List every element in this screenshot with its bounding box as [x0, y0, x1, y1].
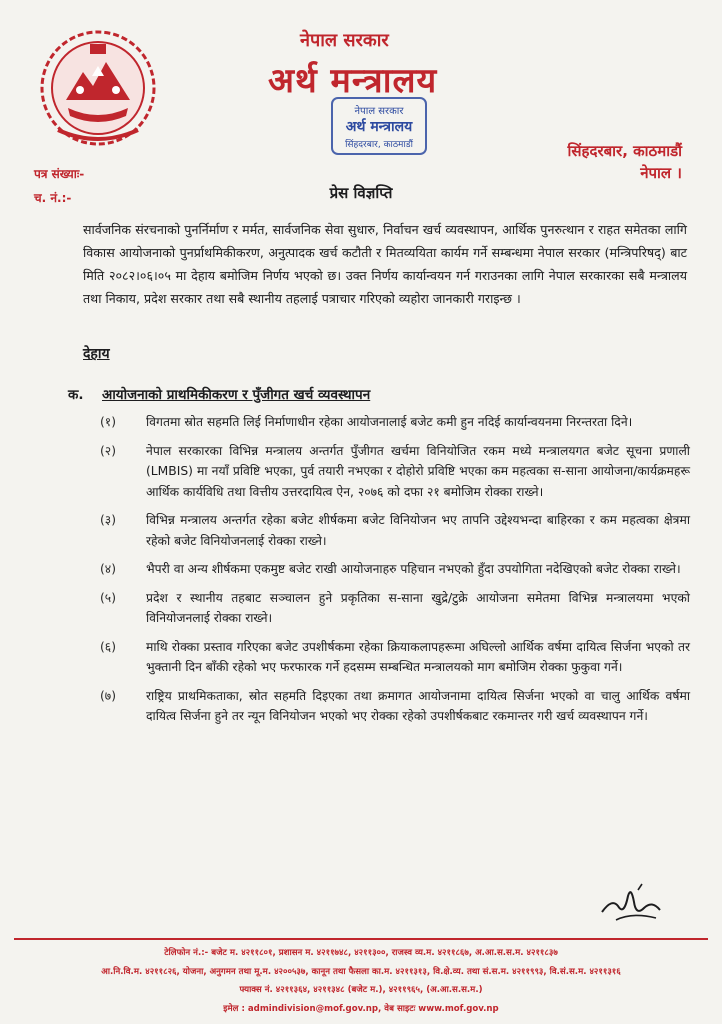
address-line-2: नेपाल । [640, 164, 682, 182]
item-number: (७) [100, 688, 116, 703]
item-number: (५) [100, 590, 116, 605]
item-number: (३) [100, 513, 116, 527]
item-number: (२) [100, 443, 116, 458]
dispatch-number-label: च. नं.:- [34, 191, 72, 205]
office-address [568, 140, 682, 184]
item-text: माथि रोक्का प्रस्ताव गरिएका बजेट उपशीर्षकमा रहेका क्रियाकलापहरूमा अघिल्लो आर्थिक वर्षमा दायित्व सिर्जना भएको तर भुक्तानी दिन बाँकी रहेको भए फरफारक गर्ने हदसम्म सम्बन्धित मन्त्रालयको माग बमोजिम रोक्का फुकुवा गर्ने। [146, 639, 690, 674]
signature-mark [598, 882, 664, 930]
document-title: प्रेस विज्ञप्ति [329, 184, 393, 202]
list-item [100, 412, 690, 433]
item-text: विभिन्न मन्त्रालय अन्तर्गत रहेका बजेट शीर्षकमा बजेट विनियोजन भए तापनि उद्देश्यभन्दा बाहिरका र कम महत्वका क्षेत्रमा रहेको बजेट विनियोजनलाई रोक्का राख्ने। [146, 513, 690, 548]
item-text: नेपाल सरकारका विभिन्न मन्त्रालय अन्तर्गत पुँजीगत खर्चमा विनियोजित रकम मध्ये मन्त्रालयगत बजेट सूचना प्रणाली (LMBIS) मा नयाँ प्रविष्टि भएका, पुर्व तयारी नभएका र दोहोरो प्रविष्टि भएका कम महत्वका स-साना आयोजना/कार्यक्रमहरू आर्थिक कार्यविधि तथा वित्तीय उत्तरदायित्व ऐन, २०७६ को दफा २१ बमोजिम रोक्का राख्ने। [146, 443, 690, 499]
item-text: विगतमा स्रोत सहमति लिई निर्माणाधीन रहेका आयोजनालाई बजेट कमी हुन नदिई कार्यान्वयनमा निरन्तरता दिने। [146, 415, 633, 429]
ministry-stamp [330, 96, 428, 156]
footer-phone-line-2: आ.नि.वि.म. ४२११८२६, योजना, अनुगमन तथा मू.म. ४२००५३७, कानून तथा फैसला का.म. ४२११३१३, वि.क्षे.व्य. तथा सं.स.म. ४२११९९३, वि.सं.स.म. ४२११३१६ [101, 966, 621, 977]
footer-email-web-line: इमेल : admindivision@mof.gov.np, वेब साइटः www.mof.gov.np [223, 1003, 499, 1014]
list-item [100, 559, 690, 580]
item-number: (६) [100, 639, 116, 654]
item-number: (१) [100, 415, 116, 429]
stamp-line-1: नेपाल सरकार [354, 106, 404, 117]
list-item [100, 441, 690, 503]
stamp-line-3: सिंहदरबार, काठमाडौं [345, 140, 413, 150]
address-line-1: सिंहदरबार, काठमाडौं [567, 142, 682, 160]
section-heading [68, 385, 370, 403]
decision-list [100, 412, 690, 735]
item-number: (४) [100, 562, 116, 576]
list-item [100, 637, 690, 678]
dehaya-heading: देहाय [83, 346, 110, 362]
footer-phone-line: टेलिफोन नं.:- बजेट म. ४२११८०१, प्रशासन म. ४२११७४८, ४२११३००, राजस्व व्य.म. ४२११८६७, अ.आ.स.स.म. ४२११८३७ [164, 948, 558, 958]
intro-paragraph: सार्वजनिक संरचनाको पुनर्निर्माण र मर्मत, सार्वजनिक सेवा सुधारु, निर्वाचन खर्च व्यवस्थापन, आर्थिक पुनरुत्थान र राहत समेतका लागि विकास आयोजनाको पुनर्प्राथमिकीकरण, अनुत्पादक खर्च कटौती र मितव्ययिता कार्यम गर्ने सम्बन्धमा नेपाल सरकार (मन्त्रिपरिषद्) बाट मिति २०८२।०६।०५ मा देहाय बमोजिम निर्णय भएको छ। उक्त निर्णय कार्यान्वयन गर्न गराउनका लागि नेपाल सरकारका सबै मन्त्रालय तथा निकाय, प्रदेश सरकार तथा सबै स्थानीय तहलाई पत्राचार गरिएको व्यहोरा जानकारी गराइन्छ । [83, 222, 687, 306]
footer-divider [14, 938, 708, 940]
list-item [100, 686, 690, 727]
letter-number-label: पत्र संख्याः- [34, 167, 85, 181]
item-text: भैपरी वा अन्य शीर्षकमा एकमुष्ट बजेट राखी आयोजनाहरु पहिचान नभएको हुँदा उपयोगिता नदेखिएको बजेट रोक्का राख्ने। [146, 562, 681, 576]
stamp-line-2: अर्थ मन्त्रालय [345, 119, 413, 135]
footer-fax-line: फ्याक्स नं. ४२११३६४, ४२११३४८ (बजेट म.), ४२११९६५, (अ.आ.स.स.म.) [239, 985, 483, 995]
list-item [100, 510, 690, 551]
nepal-emblem-logo [38, 30, 158, 148]
section-letter: क. [68, 387, 84, 403]
section-title: आयोजनाको प्राथमिकीकरण र पुँजीगत खर्च व्यवस्थापन [102, 387, 371, 403]
item-text: प्रदेश र स्थानीय तहबाट सञ्चालन हुने प्रकृतिका स-साना खुद्रे/टुक्रे आयोजना समेतमा विभिन्न मन्त्रालयमा भएको विनियोजनलाई रोक्का राख्ने। [146, 590, 690, 625]
list-item [100, 588, 690, 629]
government-name: नेपाल सरकार [300, 30, 389, 51]
item-text: राष्ट्रिय प्राथमिकताका, स्रोत सहमति दिइएका तथा क्रमागत आयोजनामा दायित्व सिर्जना भएको वा चालु आर्थिक वर्षमा दायित्व सिर्जना हुने तर न्यून विनियोजन भएको भए रोक्का रहेको उपशीर्षकबाट रकमान्तर गरी खर्च व्यवस्थापन गर्ने। [146, 688, 690, 723]
ministry-name: अर्थ मन्त्रालय [268, 61, 438, 101]
contact-footer [8, 944, 714, 1018]
